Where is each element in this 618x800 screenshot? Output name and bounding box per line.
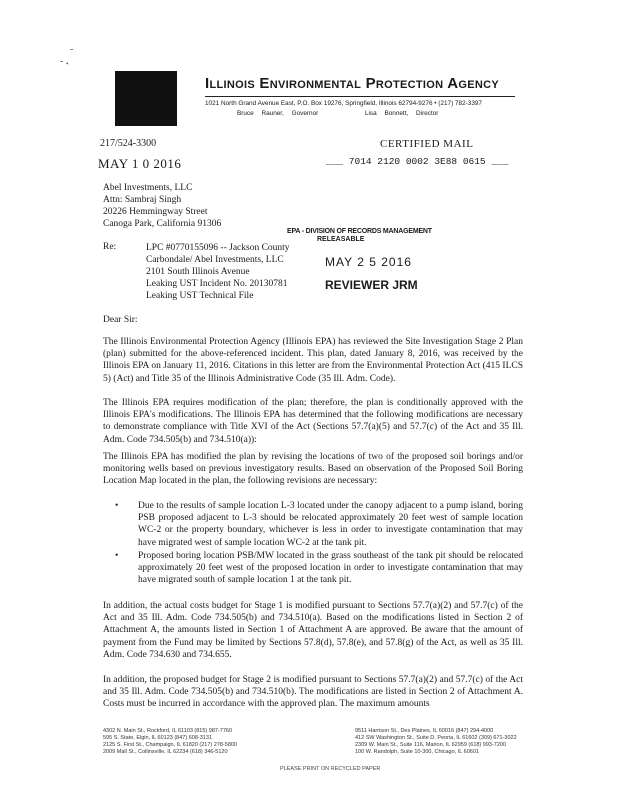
recipient-line: Abel Investments, LLC [103, 183, 193, 193]
margin-mark: • [66, 60, 69, 68]
records-stamp [287, 228, 432, 292]
bullet-icon: • [115, 550, 119, 561]
list-item [115, 550, 523, 587]
footer-line: 9511 Harrison St., Des Plaines, IL 60016 (847) 294-4000 [355, 728, 494, 734]
footer-line: 595 S. State, Elgin, IL 60123 (847) 608-3131 [103, 735, 212, 741]
recipient-line: Attn: Sambraj Singh [103, 195, 182, 205]
subject-block [146, 242, 290, 302]
footer-line: 100 W. Randolph, Suite 10-300, Chicago, IL 60601 [355, 749, 479, 755]
recipient-address [103, 182, 221, 230]
subject-label: Re: [103, 242, 117, 252]
salutation: Dear Sir: [103, 315, 138, 325]
letter-date: MAY 1 0 2016 [98, 156, 182, 171]
recycled-paper-note: PLEASE PRINT ON RECYCLED PAPER [280, 766, 381, 772]
footer-line: 2009 Mall St., Collinsville, IL 62234 (618) 346-5120 [103, 749, 228, 755]
recipient-line: Canoga Park, California 91306 [103, 219, 222, 229]
list-item-text: Proposed boring location PSB/MW located in the grass southeast of the tank pit should be relocated approximately 20 feet west of the proposed location in order to investigate contamination that may have migrated south of sample location 1 at the tank pit. [138, 550, 523, 586]
agency-name: Illinois Environmental Protection Agency [205, 75, 500, 92]
agency-address: 1021 North Grand Avenue East, P.O. Box 19276, Springfield, Illinois 62794-9276 • (217) 782-3397 [205, 100, 482, 107]
footer-offices-left [103, 728, 237, 756]
subject-line: Leaking UST Incident No. 20130781 [146, 279, 288, 289]
footer-offices-right [355, 728, 517, 756]
stamp-reviewer: REVIEWER JRM [325, 278, 418, 292]
subject-line: Carbondale/ Abel Investments, LLC [146, 255, 284, 265]
footer-line: 412 SW Washington St., Suite D, Peoria, IL 61602 (309) 671-3022 [355, 735, 517, 741]
stamp-subtitle: RELEASABLE [317, 236, 365, 243]
margin-mark: - [60, 56, 64, 67]
subject-line: 2101 South Illinois Avenue [146, 267, 250, 277]
agency-officials [237, 110, 438, 117]
margin-mark: - [70, 44, 74, 55]
body-paragraph: The Illinois EPA requires modification of the plan; therefore, the plan is conditionally approved with the Illinois EPA's modifications. The Illinois EPA has determined that the following modifications are necessary to demonstrate compliance with Title XVI of the Act (Sections 57.7(a)(5) and 57.7(c) of the Act and 35 Ill. Adm. Code 734.505(b) and 734.510(a)): [103, 398, 523, 445]
body-paragraph: In addition, the actual costs budget for Stage 1 is modified pursuant to Sections 57.7(a)(2) and 57.7(c) of the Act and 35 Ill. Adm. Code 734.505(b) and 734.510(a). Based on the modifications listed in Section 2 of Attachment A, the amounts listed in Section 1 of Attachment A are approved. Be aware that the amount of payment from the Fund may be limited by Sections 57.8(d), 57.8(e), and 57.8(g) of the Act, as well as 35 Ill. Adm. Code 734.630 and 734.655. [103, 601, 523, 660]
body-paragraph: The Illinois Environmental Protection Agency (Illinois EPA) has reviewed the Site Investigation Stage 2 Plan (plan) submitted for the above-referenced incident. This plan, dated January 8, 2016, was received by the Illinois EPA on January 11, 2016. Citations in this letter are from the Environmental Protection Act (415 ILCS 5) (Act) and Title 35 of the Illinois Administrative Code (35 Ill. Adm. Code). [103, 337, 523, 384]
body-paragraph: In addition, the proposed budget for Stage 2 is modified pursuant to Sections 57.7(a)(2) and 57.7(c) of the Act and 35 Ill. Adm. Code 734.505(b) and 734.510(b). The modifications are listed in Section 2 of Attachment A. Costs must be incurred in accordance with the approved plan. The maximum amounts [103, 675, 523, 710]
recipient-line: 20226 Hemmingway Street [103, 207, 208, 217]
letterhead-divider [205, 96, 515, 97]
director-name: Lisa Bonnett, Director [364, 110, 439, 117]
list-item [115, 500, 523, 549]
phone-number: 217/524-3300 [100, 138, 157, 149]
governor-name: Bruce Rauner, Governor [237, 110, 319, 117]
body-paragraph: The Illinois EPA has modified the plan by revising the locations of two of the proposed soil borings and/or monitoring wells based on previous investigatory results. Based on observation of the Proposed Soil Boring Location Map located in the plan, the following revisions are necessary: [103, 452, 523, 487]
bullet-icon: • [115, 501, 119, 511]
stamp-title: EPA - DIVISION OF RECORDS MANAGEMENT [287, 228, 432, 235]
revision-list [115, 500, 523, 587]
agency-logo [115, 71, 177, 126]
footer-line: 4302 N. Main St., Rockford, IL 61103 (815) 987-7760 [103, 728, 233, 734]
subject-line: Leaking UST Technical File [146, 291, 254, 301]
subject-line: LPC #0770155096 -- Jackson County [146, 243, 290, 253]
list-item-text: Due to the results of sample location L-3 located under the canopy adjacent to a pump island, boring PSB proposed adjacent to L-3 should be relocated approximately 20 feet west of sample location WC-2 or the property boundary, whichever is less in order to investigate contamination that may have migrated west of sample location WC-2 at the tank pit. [138, 501, 523, 548]
footer-line: 2309 W. Main St., Suite 116, Marion, IL 62959 (618) 993-7200 [355, 742, 507, 748]
tracking-number: ___ 7014 2120 0002 3E88 0615 ___ [326, 156, 509, 167]
certified-mail-label: CERTIFIED MAIL [380, 138, 474, 150]
stamp-date: MAY 2 5 2016 [325, 255, 412, 269]
footer-line: 2125 S. First St., Champaign, IL 61820 (217) 278-5800 [103, 742, 238, 748]
